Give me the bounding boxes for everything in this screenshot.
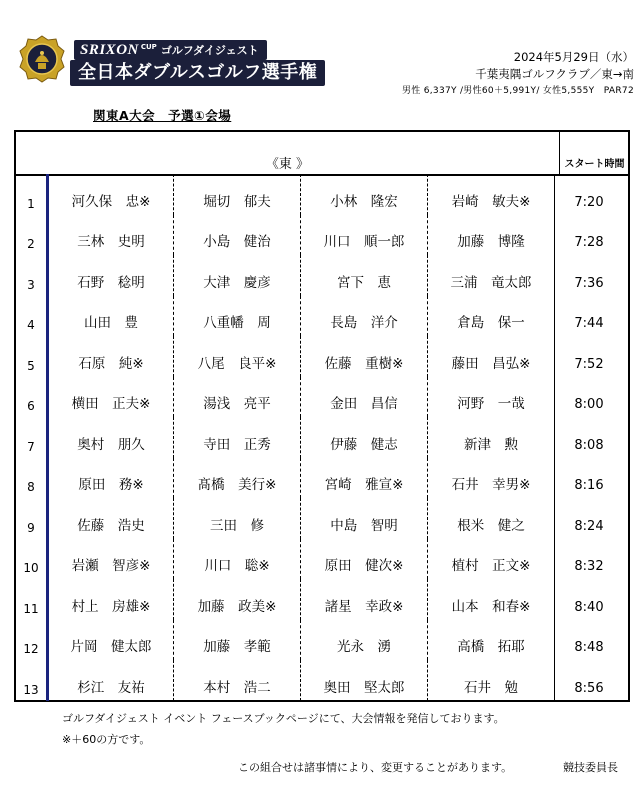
start-time: 7:20 bbox=[554, 174, 623, 215]
table-row bbox=[16, 620, 628, 661]
group-number: 9 bbox=[27, 520, 35, 535]
player-name: 石井 幸男※ bbox=[427, 458, 554, 499]
player-name: 加藤 博隆 bbox=[427, 215, 554, 256]
player-name: 倉島 保一 bbox=[427, 296, 554, 337]
change-notice: この組合せは諸事情により、変更することがあります。 bbox=[238, 761, 513, 774]
start-time: 8:08 bbox=[554, 417, 623, 458]
table-row bbox=[16, 458, 628, 499]
start-time: 8:56 bbox=[554, 660, 623, 701]
table-row bbox=[16, 579, 628, 620]
player-name: 川口 聡※ bbox=[173, 539, 300, 580]
start-time: 8:32 bbox=[554, 539, 623, 580]
player-name: 根米 健之 bbox=[427, 498, 554, 539]
player-name: 加藤 政美※ bbox=[173, 579, 300, 620]
start-time: 7:44 bbox=[554, 296, 623, 337]
table-row bbox=[16, 174, 628, 215]
player-name: 岩崎 敏夫※ bbox=[427, 174, 554, 215]
group-number: 1 bbox=[27, 196, 35, 211]
group-number: 4 bbox=[27, 318, 35, 332]
group-number: 13 bbox=[23, 682, 39, 697]
player-name: 高橋 拓耶 bbox=[427, 620, 554, 661]
facebook-notice: ゴルフダイジェスト イベント フェースブックページにて、大会情報を発信しております。 bbox=[62, 712, 505, 725]
event-info bbox=[402, 49, 634, 100]
player-name: 堀切 郁夫 bbox=[173, 174, 300, 215]
table-row bbox=[16, 417, 628, 458]
player-name: 三浦 竜太郎 bbox=[427, 255, 554, 296]
tournament-title: 全日本ダブルスゴルフ選手権 bbox=[70, 60, 325, 86]
player-name: 加藤 孝範 bbox=[173, 620, 300, 661]
player-name: 伊藤 健志 bbox=[300, 417, 427, 458]
brand-cup: CUP bbox=[140, 43, 157, 51]
course-name: 千葉夷隅ゴルフクラブ／東→南 bbox=[475, 67, 634, 81]
player-name: 新津 勲 bbox=[427, 417, 554, 458]
brand-subtitle: ゴルフダイジェスト bbox=[160, 44, 259, 57]
player-name: 奥村 朋久 bbox=[46, 417, 173, 458]
table-row bbox=[16, 296, 628, 337]
start-time: 8:40 bbox=[554, 579, 623, 620]
group-number: 6 bbox=[27, 399, 35, 413]
course-yardage: 男性 6,337Y /男性60＋5,991Y/ 女性5,555Y PAR72 bbox=[401, 86, 634, 96]
player-name: 佐藤 重樹※ bbox=[300, 336, 427, 377]
pairing-table bbox=[14, 130, 630, 702]
player-name: 石原 純※ bbox=[46, 336, 173, 377]
player-name: 川口 順一郎 bbox=[300, 215, 427, 256]
player-name: 金田 昌信 bbox=[300, 377, 427, 418]
venue-subtitle: 関東A大会 予選①会場 bbox=[93, 108, 232, 123]
player-name: 寺田 正秀 bbox=[173, 417, 300, 458]
group-number: 3 bbox=[27, 277, 35, 292]
player-name: 植村 正文※ bbox=[427, 539, 554, 580]
committee-signature: 競技委員長 bbox=[563, 761, 618, 774]
tournament-emblem-icon bbox=[18, 34, 66, 84]
player-name: 岩瀬 智彦※ bbox=[46, 539, 173, 580]
player-name: 石井 勉 bbox=[427, 660, 554, 701]
group-number: 10 bbox=[23, 561, 39, 575]
table-row bbox=[16, 215, 628, 256]
tee-label: 《東 》 bbox=[265, 157, 310, 172]
player-name: 宮下 恵 bbox=[300, 255, 427, 296]
player-name: 光永 湧 bbox=[300, 620, 427, 661]
group-number: 12 bbox=[23, 642, 39, 656]
table-header bbox=[16, 132, 628, 176]
table-row bbox=[16, 255, 628, 296]
start-time: 7:28 bbox=[554, 215, 623, 256]
table-row bbox=[16, 660, 628, 701]
group-number: 7 bbox=[27, 439, 35, 454]
player-name: 横田 正夫※ bbox=[46, 377, 173, 418]
group-number: 11 bbox=[23, 601, 39, 616]
player-name: 諸星 幸政※ bbox=[300, 579, 427, 620]
player-name: 八重幡 周 bbox=[173, 296, 300, 337]
event-date: 2024年5月29日（水） bbox=[513, 50, 634, 64]
player-name: 湯浅 亮平 bbox=[173, 377, 300, 418]
table-row bbox=[16, 377, 628, 418]
group-number: 8 bbox=[27, 480, 35, 494]
player-name: 中島 智明 bbox=[300, 498, 427, 539]
player-name: 小林 隆宏 bbox=[300, 174, 427, 215]
brand-banner bbox=[74, 40, 267, 60]
player-name: 三田 修 bbox=[173, 498, 300, 539]
group-number: 2 bbox=[27, 237, 35, 251]
player-name: 大津 慶彦 bbox=[173, 255, 300, 296]
start-time: 8:48 bbox=[554, 620, 623, 661]
player-name: 小島 健治 bbox=[173, 215, 300, 256]
player-name: 藤田 昌弘※ bbox=[427, 336, 554, 377]
start-time: 7:36 bbox=[554, 255, 623, 296]
player-name: 河久保 忠※ bbox=[46, 174, 173, 215]
player-name: 奥田 堅太郎 bbox=[300, 660, 427, 701]
player-name: 宮崎 雅宣※ bbox=[300, 458, 427, 499]
start-time: 8:24 bbox=[554, 498, 623, 539]
group-number: 5 bbox=[27, 358, 35, 373]
player-name: 村上 房雄※ bbox=[46, 579, 173, 620]
brand-logo: SRIXON bbox=[80, 41, 139, 58]
start-time: 7:52 bbox=[554, 336, 623, 377]
player-name: 片岡 健太郎 bbox=[46, 620, 173, 661]
start-time: 8:00 bbox=[554, 377, 623, 418]
player-name: 原田 務※ bbox=[46, 458, 173, 499]
player-name: 原田 健次※ bbox=[300, 539, 427, 580]
start-time-header: スタート時間 bbox=[559, 132, 629, 174]
start-time: 8:16 bbox=[554, 458, 623, 499]
player-name: 河野 一哉 bbox=[427, 377, 554, 418]
player-name: 杉江 友祐 bbox=[46, 660, 173, 701]
player-name: 八尾 良平※ bbox=[173, 336, 300, 377]
table-row bbox=[16, 539, 628, 580]
player-name: 佐藤 浩史 bbox=[46, 498, 173, 539]
player-name: 長島 洋介 bbox=[300, 296, 427, 337]
player-name: 山田 豊 bbox=[46, 296, 173, 337]
table-body bbox=[16, 174, 628, 701]
player-name: 本村 浩二 bbox=[173, 660, 300, 701]
table-row bbox=[16, 336, 628, 377]
player-name: 三林 史明 bbox=[46, 215, 173, 256]
player-name: 山本 和春※ bbox=[427, 579, 554, 620]
player-name: 髙橋 美行※ bbox=[173, 458, 300, 499]
table-row bbox=[16, 498, 628, 539]
player-name: 石野 稔明 bbox=[46, 255, 173, 296]
asterisk-note: ※＋60の方です。 bbox=[62, 733, 151, 746]
